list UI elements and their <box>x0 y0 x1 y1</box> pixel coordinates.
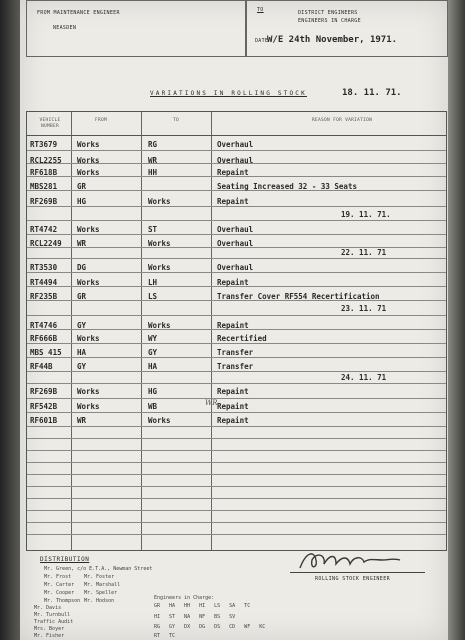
reason-cell: Transfer <box>217 348 254 357</box>
from-cell: Works <box>77 168 100 177</box>
col-head-from: FROM <box>95 118 108 123</box>
reason-cell: Transfer Cover RF554 Recertification <box>217 292 380 301</box>
distribution-entry: Mr. Carter <box>44 582 75 588</box>
from-cell: WR <box>77 416 87 425</box>
row-rule <box>27 315 446 316</box>
vehicle-number: RCL2249 <box>30 239 62 248</box>
col-head-reason: REASON FOR VARIATION <box>312 118 373 123</box>
distribution-entry: Mr. Marshall <box>84 582 121 588</box>
col-divider <box>71 112 72 550</box>
distribution-entry: Mr. Cooper <box>44 590 75 596</box>
engineers-codes: GR HA HH HI LS SA TC <box>154 603 251 609</box>
to-cell: WR <box>148 156 158 165</box>
reason-cell: Repaint <box>217 387 249 396</box>
vehicle-number: RF269B <box>30 197 58 206</box>
date-marker: 24. 11. 71 <box>341 373 387 382</box>
handwritten-note: WR <box>205 399 218 407</box>
reason-cell: Repaint <box>217 168 249 177</box>
from-box <box>26 0 246 57</box>
distribution-entry: Mr. Foster <box>84 574 115 580</box>
reason-cell: Repaint <box>217 416 249 425</box>
from-cell: Works <box>77 334 100 343</box>
to-cell: Works <box>148 416 171 425</box>
vehicle-number: MBS281 <box>30 182 58 191</box>
from-cell: Works <box>77 140 100 149</box>
page-edge-left <box>0 0 20 640</box>
first-date-marker: 18. 11. 71. <box>342 88 402 98</box>
date-label: DATE <box>255 38 269 44</box>
from-cell: Works <box>77 387 100 396</box>
row-rule <box>27 220 446 221</box>
row-rule <box>27 498 446 499</box>
vehicle-number: RT4742 <box>30 225 58 234</box>
page-edge-right <box>448 0 465 640</box>
to-cell: Works <box>148 197 171 206</box>
engineers-codes: HI ST NA NF BS SV <box>154 614 236 620</box>
vehicle-number: RF542B <box>30 402 58 411</box>
col-divider <box>141 112 142 550</box>
reason-cell: Transfer <box>217 362 254 371</box>
from-cell: GR <box>77 292 87 301</box>
signature-label: ROLLING STOCK ENGINEER <box>315 576 391 582</box>
row-rule <box>27 135 446 136</box>
row-rule <box>27 398 446 399</box>
vehicle-number: RT3679 <box>30 140 58 149</box>
to-cell: Works <box>148 239 171 248</box>
vehicle-number: RT4494 <box>30 278 58 287</box>
vehicle-number: MBS 415 <box>30 348 62 357</box>
reason-cell: Overhaul <box>217 263 254 272</box>
distribution-entry: Mr. Turnbull <box>34 612 71 618</box>
row-rule <box>27 272 446 273</box>
row-rule <box>27 371 446 372</box>
document-page <box>20 0 448 640</box>
col-head-to: TO <box>173 118 180 123</box>
to-cell: RG <box>148 140 158 149</box>
from-cell: DG <box>77 263 87 272</box>
to-cell: ST <box>148 225 158 234</box>
reason-cell: Overhaul <box>217 156 254 165</box>
row-rule <box>27 150 446 151</box>
distribution-entry: Mr. Hodson <box>84 598 115 604</box>
row-rule <box>27 534 446 535</box>
reason-cell: Repaint <box>217 321 249 330</box>
date-value: W/E 24th November, 1971. <box>267 35 398 45</box>
to-cell: WB <box>148 402 158 411</box>
signature-line <box>290 572 425 573</box>
variations-table <box>26 111 447 551</box>
from-cell: GR <box>77 182 87 191</box>
vehicle-number: RT3530 <box>30 263 58 272</box>
to-cell: WY <box>148 334 158 343</box>
from-cell: Works <box>77 278 100 287</box>
from-cell: GY <box>77 321 87 330</box>
row-rule <box>27 426 446 427</box>
date-marker: 23. 11. 71 <box>341 304 387 313</box>
vehicle-number: RCL2255 <box>30 156 62 165</box>
row-rule <box>27 486 446 487</box>
distribution-entry: Mr. Davis <box>34 605 62 611</box>
engineers-title: Engineers in Charge: <box>154 595 215 601</box>
to-cell: Works <box>148 263 171 272</box>
from-cell: Works <box>77 402 100 411</box>
from-cell: Works <box>77 156 100 165</box>
to-cell: LH <box>148 278 158 287</box>
distribution-entry: Mr. Green, c/o E.T.A., Newman Street <box>44 566 153 572</box>
row-rule <box>27 412 446 413</box>
to-cell: HG <box>148 387 158 396</box>
col-divider <box>211 112 212 550</box>
engineers-codes: RG GY DX DG DS CD WF KC <box>154 624 266 630</box>
to-cell: Works <box>148 321 171 330</box>
row-rule <box>27 450 446 451</box>
reason-cell: Repaint <box>217 197 249 206</box>
row-rule <box>27 343 446 344</box>
from-label: FROM MAINTENANCE ENGINEER <box>37 10 120 16</box>
from-cell: HG <box>77 197 87 206</box>
document-title: VARIATIONS IN ROLLING STOCK <box>150 90 307 97</box>
row-rule <box>27 474 446 475</box>
reason-cell: Repaint <box>217 278 249 287</box>
reason-cell: Overhaul <box>217 140 254 149</box>
to-cell: GY <box>148 348 158 357</box>
from-cell: GY <box>77 362 87 371</box>
to-cell: HH <box>148 168 158 177</box>
row-rule <box>27 510 446 511</box>
to-box <box>246 0 448 57</box>
row-rule <box>27 438 446 439</box>
from-depot: NEASDEN <box>53 25 77 31</box>
reason-cell: Repaint <box>217 402 249 411</box>
row-rule <box>27 206 446 207</box>
vehicle-number: RF269B <box>30 387 58 396</box>
distribution-entry: Traffic Audit <box>34 619 74 625</box>
vehicle-number: RF666B <box>30 334 58 343</box>
signature-scrawl <box>296 548 408 574</box>
from-cell: Works <box>77 225 100 234</box>
to-label: TO <box>257 7 264 13</box>
reason-cell: Overhaul <box>217 225 254 234</box>
vehicle-number: RF235B <box>30 292 58 301</box>
distribution-title: DISTRIBUTION <box>40 556 90 563</box>
to-cell: HA <box>148 362 158 371</box>
from-cell: HA <box>77 348 87 357</box>
row-rule <box>27 462 446 463</box>
col-head-vehicle: VEHICLE NUMBER <box>39 118 61 129</box>
from-cell: WR <box>77 239 87 248</box>
reason-cell: Overhaul <box>217 239 254 248</box>
row-rule <box>27 357 446 358</box>
reason-cell: Recertified <box>217 334 267 343</box>
vehicle-number: RT4746 <box>30 321 58 330</box>
row-rule <box>27 234 446 235</box>
vehicle-number: RF618B <box>30 168 58 177</box>
date-marker: 22. 11. 71 <box>341 248 387 257</box>
reason-cell: Seating Increased 32 - 33 Seats <box>217 182 357 191</box>
row-rule <box>27 258 446 259</box>
distribution-entry: Mr. Fisher <box>34 633 65 639</box>
row-rule <box>27 522 446 523</box>
to-cell: LS <box>148 292 158 301</box>
to-recipient-1: DISTRICT ENGINEERS <box>298 10 358 16</box>
to-recipient-2: ENGINEERS IN CHARGE <box>298 18 361 24</box>
engineers-codes: RT TC <box>154 633 176 639</box>
vehicle-number: RF44B <box>30 362 53 371</box>
distribution-entry: Mr. Speller <box>84 590 118 596</box>
date-marker: 19. 11. 71. <box>341 210 391 219</box>
row-rule <box>27 383 446 384</box>
vehicle-number: RF601B <box>30 416 58 425</box>
distribution-entry: Mrs. Boyer <box>34 626 65 632</box>
distribution-entry: Mr. Frost <box>44 574 72 580</box>
distribution-entry: Mr. Thompson <box>44 598 81 604</box>
